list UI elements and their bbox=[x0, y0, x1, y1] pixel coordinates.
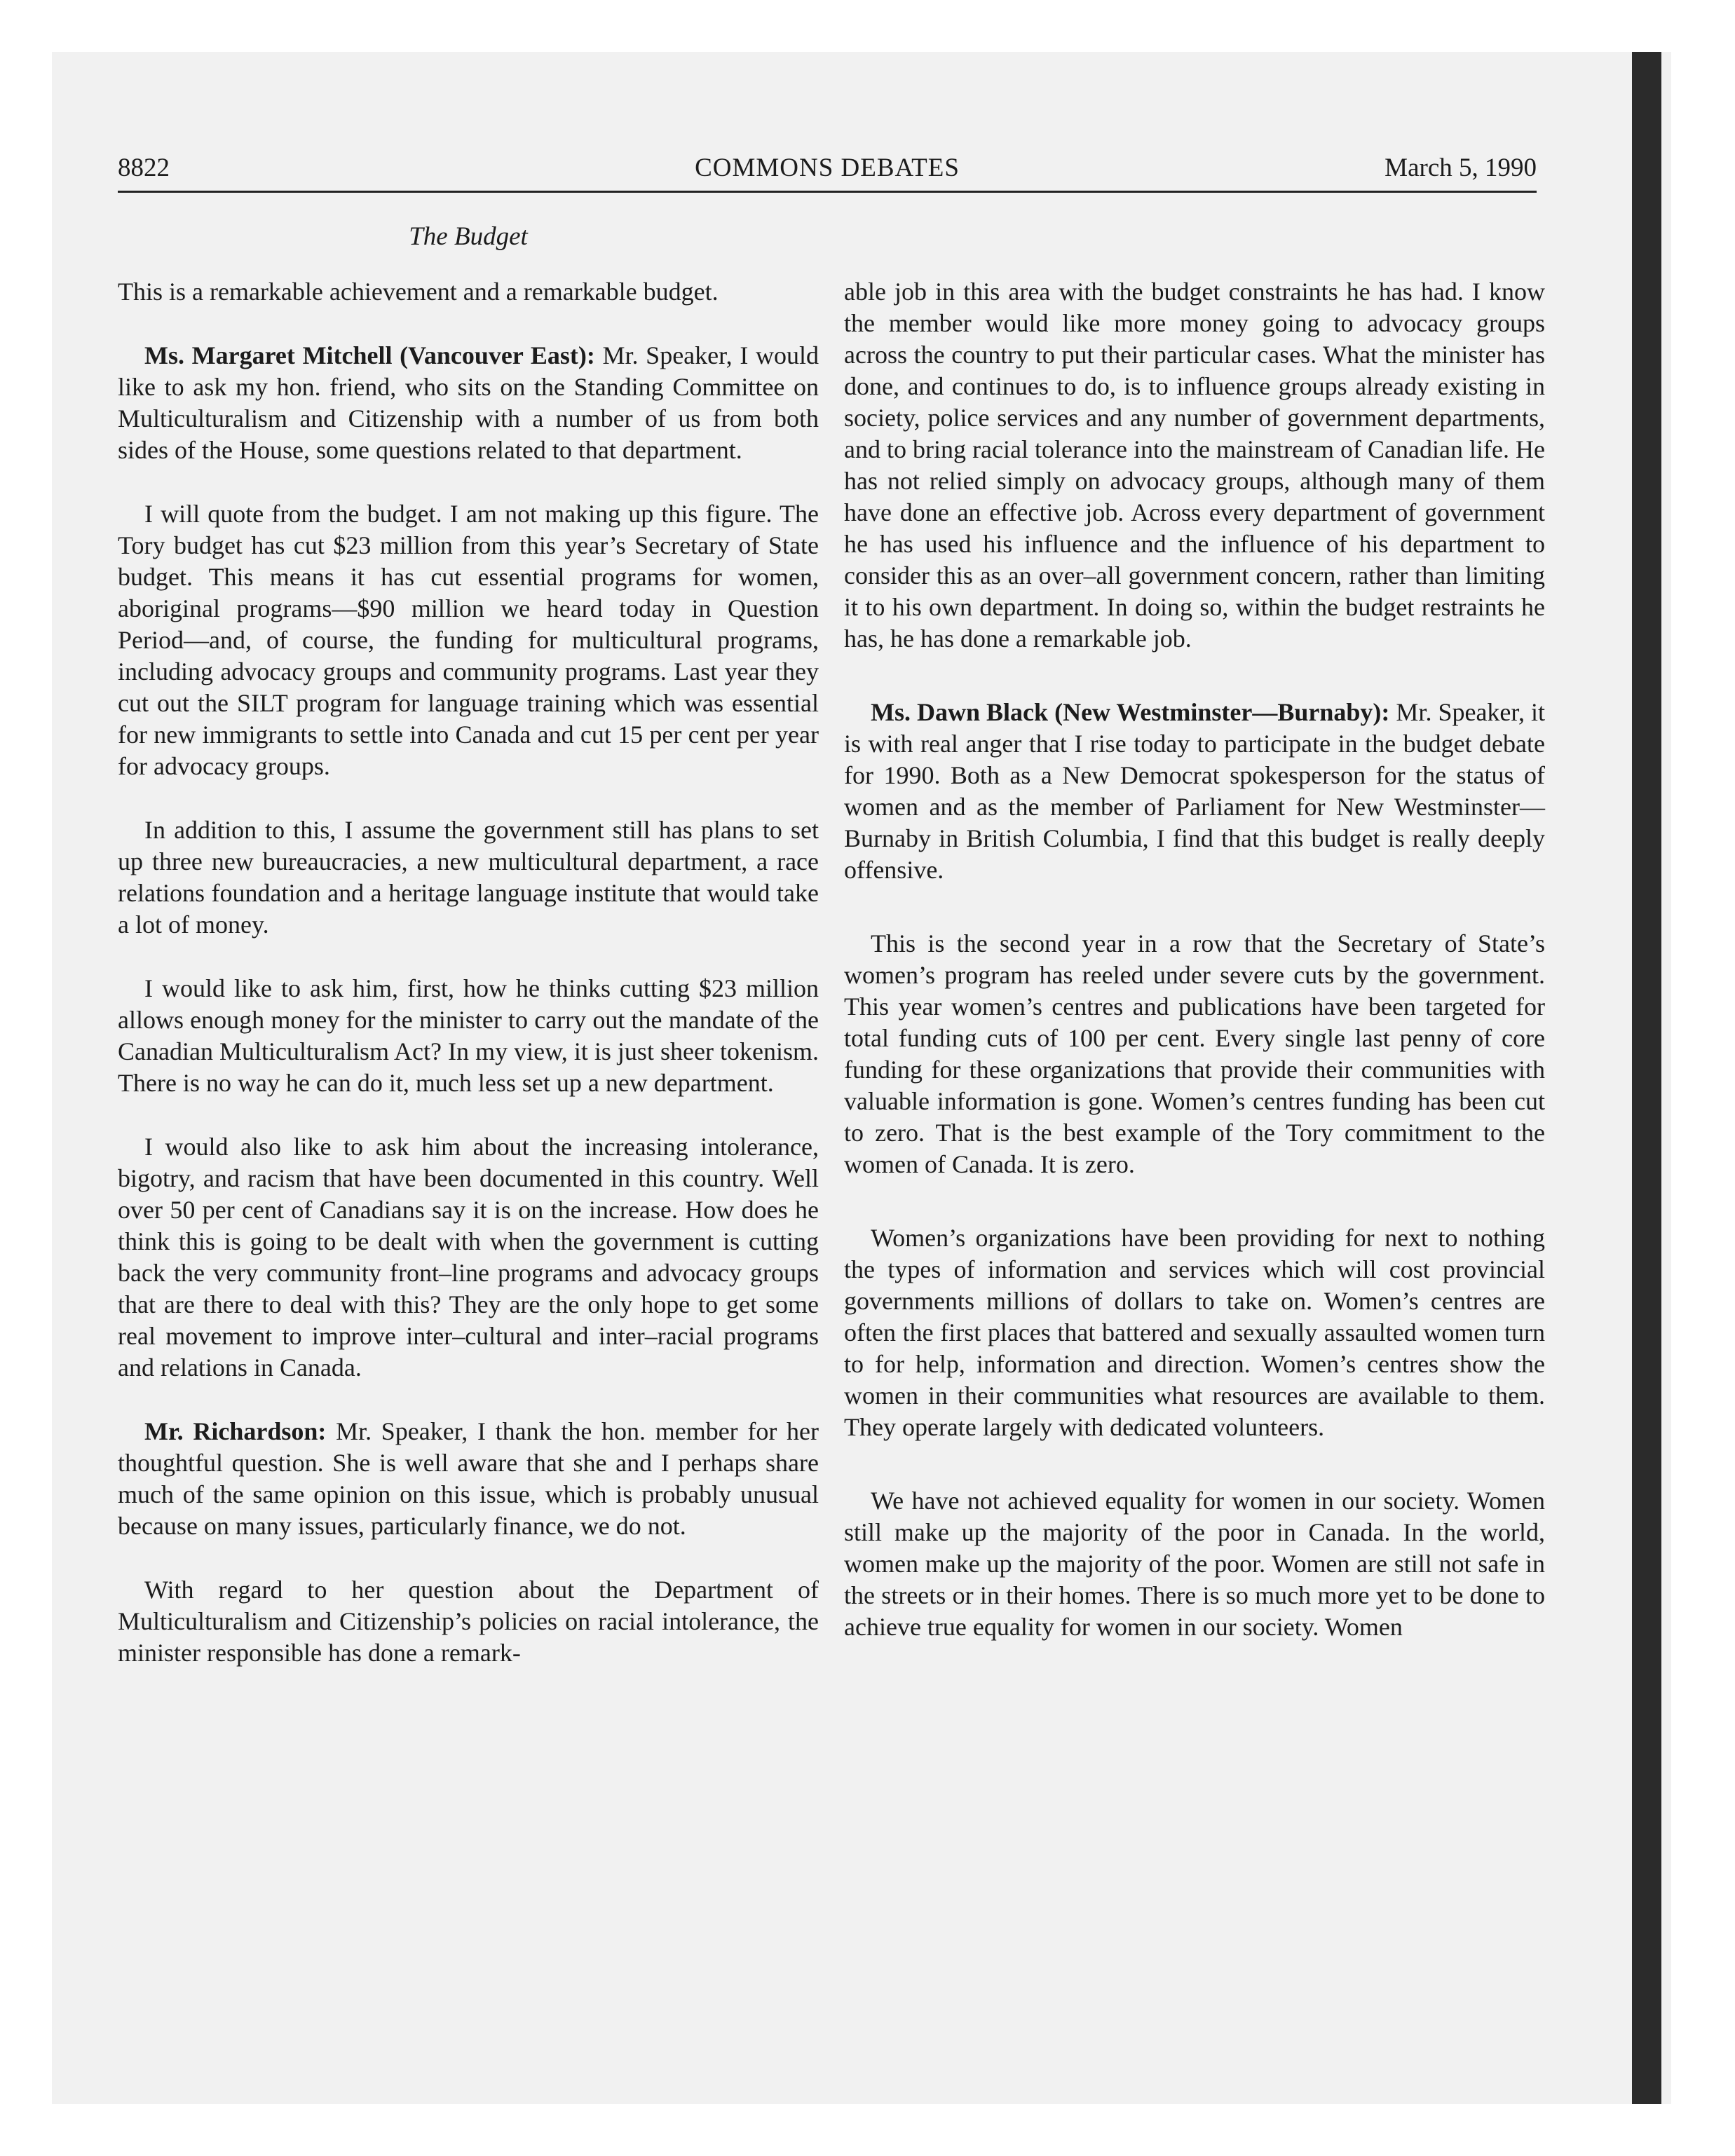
left-column bbox=[118, 276, 819, 1669]
right-column bbox=[844, 276, 1545, 1643]
scan-edge-bar bbox=[1632, 52, 1661, 2104]
speaker-name: Mr. Richardson: bbox=[144, 1417, 327, 1445]
paragraph: Women’s organizations have been providing for next to nothing the types of information and services which will cost provincial governments millions of dollars to take on. Women’s centres are often the first places that battered and sexually assaulted women turn to for help, information and direction. Women’s centres show the women in their communities what resources are available to them. They operate largely with dedicated volunteers. bbox=[844, 1224, 1545, 1441]
page-number: 8822 bbox=[118, 153, 170, 182]
paragraph: This is a remarkable achievement and a remarkable budget. bbox=[118, 278, 719, 306]
speaker-name: Ms. Dawn Black (New Westminster—Burnaby): bbox=[871, 698, 1390, 726]
section-title: The Budget bbox=[409, 222, 528, 251]
header-date: March 5, 1990 bbox=[1384, 153, 1537, 182]
publication-title: COMMONS DEBATES bbox=[695, 153, 960, 182]
speaker-name: Ms. Margaret Mitchell (Vancouver East): bbox=[144, 341, 595, 369]
paragraph bbox=[118, 1416, 819, 1542]
header-rule bbox=[118, 191, 1537, 193]
running-header bbox=[118, 149, 1537, 189]
paragraph: able job in this area with the budget constraints he has had. I know the member would like more money going to advocacy groups across the country to put their particular cases. What the minister has done, and continues to do, is to influence groups already existing in society, police services and any number of government departments, and to bring racial tolerance into the mainstream of Canadian life. He has not relied simply on advocacy groups, although many of them have done an effective job. Across every department of government he has used his influence and the influence of his department to consider this as an over–all government concern, rather than limiting it to his own department. In doing so, within the budget restraints he has, he has done a remarkable job. bbox=[844, 278, 1545, 653]
paragraph: We have not achieved equality for women in our society. Women still make up the majority of the poor in Canada. In the world, women make up the majority of the poor. Women are still not safe in the streets or in their homes. There is so much more yet to be done to achieve true equality for women in our society. Women bbox=[844, 1487, 1545, 1641]
speech-text: Mr. Speaker, I would like to ask my hon. friend, who sits on the Standing Committee on Multiculturalism and Citizenship with a number of us from both sides of the House, some questions related to that department. bbox=[118, 341, 819, 464]
speech-text: Mr. Speaker, it is with real anger that I rise today to participate in the budget debate for 1990. Both as a New Democrat spokesperson for the status of women and as the member of Parliament for New Westminster—Burnaby in British Columbia, I find that this budget is really deeply offensive. bbox=[844, 698, 1545, 884]
paragraph bbox=[118, 340, 819, 466]
paragraph: With regard to her question about the Department of Multiculturalism and Citizenship’s policies on racial intolerance, the minister responsible has done a remark- bbox=[118, 1576, 819, 1667]
paragraph: In addition to this, I assume the government still has plans to set up three new bureaucracies, a new multicultural department, a race relations foundation and a heritage language institute that would take a lot of money. bbox=[118, 816, 819, 939]
paragraph: I would also like to ask him about the increasing intolerance, bigotry, and racism that have been documented in this country. Well over 50 per cent of Canadians say it is on the increase. How does he think this is going to be dealt with when the government is cutting back the very community front–line programs and advocacy groups that are there to deal with this? They are the only hope to get some real movement to improve inter–cultural and inter–racial programs and relations in Canada. bbox=[118, 1133, 819, 1381]
paragraph bbox=[844, 697, 1545, 886]
paragraph: I would like to ask him, first, how he thinks cutting $23 million allows enough money for the minister to carry out the mandate of the Canadian Multiculturalism Act? In my view, it is just sheer tokenism. There is no way he can do it, much less set up a new department. bbox=[118, 974, 819, 1097]
paragraph: I will quote from the budget. I am not making up this figure. The Tory budget has cut $23 million from this year’s Secretary of State budget. This means it has cut essential programs for women, aboriginal programs—$90 million we heard today in Question Period—and, of course, the funding for multicultural programs, including advocacy groups and community programs. Last year they cut out the SILT program for language training which was essential for new immigrants to settle into Canada and cut 15 per cent per year for advocacy groups. bbox=[118, 500, 819, 780]
speech-text: Mr. Speaker, I thank the hon. member for her thoughtful question. She is well aware that she and I perhaps share much of the same opinion on this issue, which is probably unusual because on many issues, particularly finance, we do not. bbox=[118, 1417, 819, 1540]
paragraph: This is the second year in a row that the Secretary of State’s women’s program has reeled under severe cuts by the government. This year women’s centres and publications have been targeted for total funding cuts of 100 per cent. Every single last penny of core funding for these organizations that provide their communities with valuable information is gone. Women’s centres funding has been cut to zero. That is the best example of the Tory commitment to the women of Canada. It is zero. bbox=[844, 929, 1545, 1178]
